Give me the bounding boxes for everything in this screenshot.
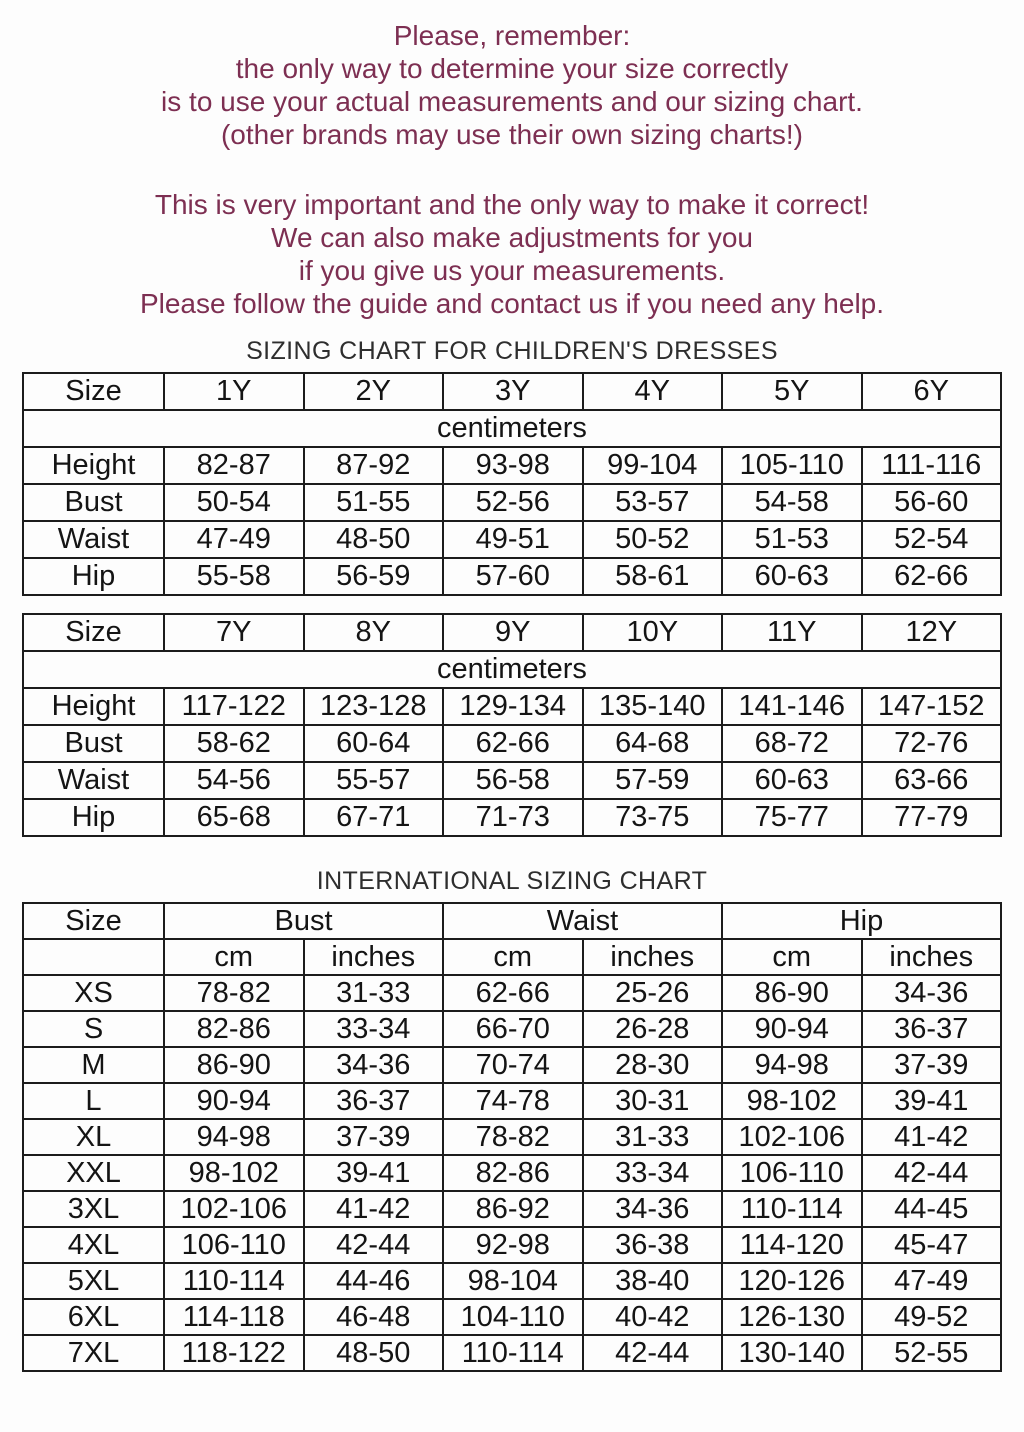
row-label: S (23, 1011, 164, 1047)
column-header: 4Y (583, 373, 723, 410)
column-group-header-waist: Waist (443, 903, 722, 939)
unit-label: centimeters (23, 651, 1001, 688)
table-cell: 78-82 (443, 1119, 583, 1155)
table-cell: 78-82 (164, 975, 304, 1011)
table-row (23, 1119, 1001, 1155)
table-cell: 39-41 (862, 1083, 1002, 1119)
column-header: 11Y (722, 614, 862, 651)
table-cell: 49-51 (443, 521, 583, 558)
table-cell: 82-87 (164, 447, 304, 484)
table-cell: 68-72 (722, 725, 862, 762)
table-cell: 52-56 (443, 484, 583, 521)
table-cell: 118-122 (164, 1335, 304, 1371)
table-cell: 82-86 (443, 1155, 583, 1191)
table-cell: 42-44 (583, 1335, 723, 1371)
table-cell: 93-98 (443, 447, 583, 484)
table-cell: 102-106 (164, 1191, 304, 1227)
table-cell: 54-58 (722, 484, 862, 521)
table-cell: 105-110 (722, 447, 862, 484)
table-cell: 102-106 (722, 1119, 862, 1155)
children-sizing-table-2 (22, 613, 1002, 837)
table-row (23, 447, 1001, 484)
table-cell: 110-114 (164, 1263, 304, 1299)
table-cell: 46-48 (304, 1299, 444, 1335)
table-cell: 111-116 (862, 447, 1002, 484)
table-cell: 28-30 (583, 1047, 723, 1083)
row-label: 3XL (23, 1191, 164, 1227)
international-chart-title: INTERNATIONAL SIZING CHART (316, 867, 708, 895)
table-cell: 37-39 (862, 1047, 1002, 1083)
table-cell: 147-152 (862, 688, 1002, 725)
table-cell: 37-39 (304, 1119, 444, 1155)
table-cell: 70-74 (443, 1047, 583, 1083)
intro-line: (other brands may use their own sizing charts!) (220, 119, 804, 150)
table-cell: 98-102 (164, 1155, 304, 1191)
table-cell: 56-59 (304, 558, 444, 595)
table-cell: 123-128 (304, 688, 444, 725)
unit-header: cm (722, 939, 862, 975)
table-cell: 26-28 (583, 1011, 723, 1047)
table-cell: 64-68 (583, 725, 723, 762)
table-cell: 58-62 (164, 725, 304, 762)
row-label: M (23, 1047, 164, 1083)
table-cell: 42-44 (862, 1155, 1002, 1191)
table-row (23, 1011, 1001, 1047)
table-cell: 36-37 (862, 1011, 1002, 1047)
size-column-header: Size (23, 614, 164, 651)
table-cell: 57-59 (583, 762, 723, 799)
intro-paragraph-1 (0, 19, 1024, 151)
row-label: Hip (23, 799, 164, 836)
table-cell: 49-52 (862, 1299, 1002, 1335)
size-column-header: Size (23, 903, 164, 939)
table-cell: 87-92 (304, 447, 444, 484)
table-cell: 66-70 (443, 1011, 583, 1047)
table-cell: 47-49 (862, 1263, 1002, 1299)
intro-line: if you give us your measurements. (298, 255, 726, 286)
table-cell: 33-34 (304, 1011, 444, 1047)
table-cell: 36-37 (304, 1083, 444, 1119)
row-label: Waist (23, 762, 164, 799)
table-cell: 52-55 (862, 1335, 1002, 1371)
table-cell: 72-76 (862, 725, 1002, 762)
table-cell: 110-114 (443, 1335, 583, 1371)
table-cell: 52-54 (862, 521, 1002, 558)
table-cell: 90-94 (164, 1083, 304, 1119)
row-label: 5XL (23, 1263, 164, 1299)
table-cell: 67-71 (304, 799, 444, 836)
table-row (23, 725, 1001, 762)
table-cell: 39-41 (304, 1155, 444, 1191)
row-label: XXL (23, 1155, 164, 1191)
unit-label: centimeters (23, 410, 1001, 447)
intro-line: is to use your actual measurements and our sizing chart. (161, 86, 863, 117)
table-row (23, 1227, 1001, 1263)
table-cell: 129-134 (443, 688, 583, 725)
table-row (23, 1191, 1001, 1227)
unit-header: inches (583, 939, 723, 975)
size-column-header: Size (23, 373, 164, 410)
table-header-row (23, 373, 1001, 410)
table-cell: 41-42 (862, 1119, 1002, 1155)
table-cell: 31-33 (583, 1119, 723, 1155)
row-label: Height (23, 447, 164, 484)
column-header: 2Y (304, 373, 444, 410)
table-cell: 40-42 (583, 1299, 723, 1335)
column-header: 7Y (164, 614, 304, 651)
table-cell: 82-86 (164, 1011, 304, 1047)
table-cell: 99-104 (583, 447, 723, 484)
table-cell: 98-102 (722, 1083, 862, 1119)
intro-line: Please, remember: (393, 20, 631, 51)
international-sizing-table (22, 902, 1002, 1372)
intro-line: This is very important and the only way to make it correct! (154, 189, 870, 220)
table-cell: 86-90 (164, 1047, 304, 1083)
intro-line: the only way to determine your size correctly (235, 53, 789, 84)
table-cell: 30-31 (583, 1083, 723, 1119)
row-label: 6XL (23, 1299, 164, 1335)
table-cell: 60-63 (722, 558, 862, 595)
table-row (23, 484, 1001, 521)
table-cell: 51-55 (304, 484, 444, 521)
table-cell: 55-57 (304, 762, 444, 799)
table-row (23, 688, 1001, 725)
row-label: XS (23, 975, 164, 1011)
table-cell: 34-36 (304, 1047, 444, 1083)
table-cell: 55-58 (164, 558, 304, 595)
column-group-header-hip: Hip (722, 903, 1001, 939)
unit-header: cm (164, 939, 304, 975)
row-label: XL (23, 1119, 164, 1155)
table-cell: 114-120 (722, 1227, 862, 1263)
table-cell: 98-104 (443, 1263, 583, 1299)
column-header: 12Y (862, 614, 1002, 651)
table-cell: 106-110 (722, 1155, 862, 1191)
empty-cell (23, 939, 164, 975)
table-cell: 53-57 (583, 484, 723, 521)
table-cell: 56-58 (443, 762, 583, 799)
table-row (23, 1155, 1001, 1191)
table-cell: 45-47 (862, 1227, 1002, 1263)
table-header-row (23, 903, 1001, 939)
table-cell: 58-61 (583, 558, 723, 595)
table-cell: 44-45 (862, 1191, 1002, 1227)
row-label: Hip (23, 558, 164, 595)
table-cell: 90-94 (722, 1011, 862, 1047)
table-row (23, 1263, 1001, 1299)
column-header: 3Y (443, 373, 583, 410)
table-cell: 94-98 (164, 1119, 304, 1155)
row-label: L (23, 1083, 164, 1119)
table-cell: 60-64 (304, 725, 444, 762)
table-cell: 34-36 (583, 1191, 723, 1227)
intro-line: Please follow the guide and contact us if you need any help. (139, 288, 885, 319)
table-cell: 73-75 (583, 799, 723, 836)
intro-paragraph-2 (0, 188, 1024, 320)
table-cell: 106-110 (164, 1227, 304, 1263)
row-label: Height (23, 688, 164, 725)
table-row (23, 1335, 1001, 1371)
table-cell: 117-122 (164, 688, 304, 725)
row-label: 4XL (23, 1227, 164, 1263)
children-chart-title: SIZING CHART FOR CHILDREN'S DRESSES (246, 337, 778, 365)
column-header: 1Y (164, 373, 304, 410)
table-row (23, 762, 1001, 799)
column-header: 6Y (862, 373, 1002, 410)
column-header: 5Y (722, 373, 862, 410)
unit-row (23, 410, 1001, 447)
table-cell: 31-33 (304, 975, 444, 1011)
unit-header: inches (304, 939, 444, 975)
table-cell: 48-50 (304, 1335, 444, 1371)
table-cell: 56-60 (862, 484, 1002, 521)
table-cell: 114-118 (164, 1299, 304, 1335)
table-row (23, 1083, 1001, 1119)
table-cell: 62-66 (862, 558, 1002, 595)
table-cell: 86-92 (443, 1191, 583, 1227)
table-cell: 62-66 (443, 975, 583, 1011)
table-cell: 34-36 (862, 975, 1002, 1011)
unit-row (23, 651, 1001, 688)
unit-header: cm (443, 939, 583, 975)
intro-line: We can also make adjustments for you (271, 222, 753, 253)
table-cell: 38-40 (583, 1263, 723, 1299)
table-row (23, 558, 1001, 595)
table-cell: 51-53 (722, 521, 862, 558)
row-label: Waist (23, 521, 164, 558)
table-cell: 75-77 (722, 799, 862, 836)
table-cell: 47-49 (164, 521, 304, 558)
table-cell: 33-34 (583, 1155, 723, 1191)
table-cell: 94-98 (722, 1047, 862, 1083)
table-cell: 86-90 (722, 975, 862, 1011)
table-row (23, 521, 1001, 558)
table-cell: 74-78 (443, 1083, 583, 1119)
table-row (23, 1299, 1001, 1335)
table-cell: 130-140 (722, 1335, 862, 1371)
column-group-header-bust: Bust (164, 903, 443, 939)
row-label: Bust (23, 725, 164, 762)
children-sizing-table-1 (22, 372, 1002, 596)
table-cell: 65-68 (164, 799, 304, 836)
table-cell: 62-66 (443, 725, 583, 762)
table-cell: 126-130 (722, 1299, 862, 1335)
table-cell: 50-54 (164, 484, 304, 521)
table-row (23, 799, 1001, 836)
table-cell: 71-73 (443, 799, 583, 836)
table-cell: 42-44 (304, 1227, 444, 1263)
table-cell: 110-114 (722, 1191, 862, 1227)
table-cell: 36-38 (583, 1227, 723, 1263)
table-cell: 104-110 (443, 1299, 583, 1335)
column-header: 8Y (304, 614, 444, 651)
table-cell: 50-52 (583, 521, 723, 558)
table-header-row (23, 614, 1001, 651)
table-cell: 44-46 (304, 1263, 444, 1299)
intro-text (0, 0, 1024, 320)
table-cell: 120-126 (722, 1263, 862, 1299)
table-cell: 54-56 (164, 762, 304, 799)
table-cell: 92-98 (443, 1227, 583, 1263)
column-header: 10Y (583, 614, 723, 651)
table-cell: 63-66 (862, 762, 1002, 799)
table-cell: 41-42 (304, 1191, 444, 1227)
unit-header-row (23, 939, 1001, 975)
column-header: 9Y (443, 614, 583, 651)
unit-header: inches (862, 939, 1002, 975)
table-cell: 141-146 (722, 688, 862, 725)
table-cell: 48-50 (304, 521, 444, 558)
table-row (23, 975, 1001, 1011)
table-cell: 135-140 (583, 688, 723, 725)
table-row (23, 1047, 1001, 1083)
table-cell: 57-60 (443, 558, 583, 595)
row-label: Bust (23, 484, 164, 521)
table-cell: 60-63 (722, 762, 862, 799)
table-cell: 25-26 (583, 975, 723, 1011)
table-cell: 77-79 (862, 799, 1002, 836)
row-label: 7XL (23, 1335, 164, 1371)
